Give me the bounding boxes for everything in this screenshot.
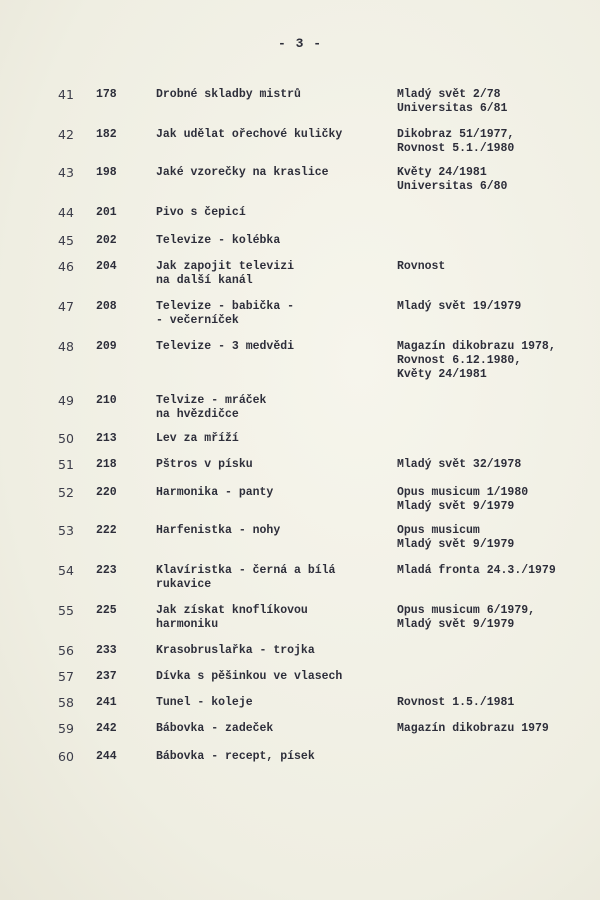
entry-title: Televize - babička - - večerníček — [156, 300, 295, 327]
entry-source: Opus musicum Mladý svět 9/1979 — [397, 524, 515, 551]
entry-page: 237 — [96, 670, 117, 683]
entry-number: 54 — [58, 563, 74, 578]
entry-number: 48 — [58, 339, 74, 354]
entry-page: 222 — [96, 524, 117, 537]
entry-title: Harmonika - panty — [156, 486, 274, 499]
entry-title: Jak získat knoflíkovou harmoniku — [156, 604, 308, 631]
entry-source: Mladý svět 2/78 Universitas 6/81 — [397, 88, 508, 115]
entry-title: Lev za mříží — [156, 432, 239, 445]
entry-number: 46 — [58, 259, 74, 274]
page-number: - 3 - — [277, 36, 322, 51]
entry-title: Telvize - mráček na hvězdičce — [156, 394, 267, 421]
entry-number: 43 — [58, 165, 74, 180]
entry-number: 41 — [58, 87, 74, 102]
entry-title: Tunel - koleje — [156, 696, 253, 709]
entry-number: 51 — [58, 457, 74, 472]
entry-number: 56 — [58, 643, 74, 658]
entry-number: 55 — [58, 603, 74, 618]
entry-title: Televize - kolébka — [156, 234, 281, 247]
entry-number: 57 — [58, 669, 74, 684]
entry-title: Jak udělat ořechové kuličky — [156, 128, 343, 141]
entry-page: 204 — [96, 260, 117, 273]
entry-page: 218 — [96, 458, 117, 471]
entry-page: 233 — [96, 644, 117, 657]
entry-page: 213 — [96, 432, 117, 445]
entry-number: 52 — [58, 485, 74, 500]
entry-title: Bábovka - recept, písek — [156, 750, 315, 763]
entry-page: 201 — [96, 206, 117, 219]
entry-source: Mladá fronta 24.3./1979 — [397, 564, 556, 577]
entry-page: 210 — [96, 394, 117, 407]
entry-number: 42 — [58, 127, 74, 142]
entry-page: 182 — [96, 128, 117, 141]
entry-source: Rovnost — [397, 260, 446, 273]
entry-source: Rovnost 1.5./1981 — [397, 696, 515, 709]
entry-page: 220 — [96, 486, 117, 499]
entry-title: Jaké vzorečky na kraslice — [156, 166, 329, 179]
entry-title: Televize - 3 medvědi — [156, 340, 295, 353]
entry-source: Květy 24/1981 Universitas 6/80 — [397, 166, 508, 193]
entry-number: 49 — [58, 393, 74, 408]
entry-title: Dívka s pěšinkou ve vlasech — [156, 670, 343, 683]
entry-number: 47 — [58, 299, 74, 314]
entry-number: 60 — [58, 749, 74, 764]
entry-source: Magazín dikobrazu 1978, Rovnost 6.12.1980, Květy 24/1981 — [397, 340, 556, 381]
entry-number: 50 — [58, 431, 74, 446]
entry-page: 209 — [96, 340, 117, 353]
entry-source: Opus musicum 1/1980 Mladý svět 9/1979 — [397, 486, 529, 513]
entry-number: 45 — [58, 233, 74, 248]
entry-page: 244 — [96, 750, 117, 763]
entry-title: Jak zapojit televizi na další kanál — [156, 260, 295, 287]
entry-source: Mladý svět 19/1979 — [397, 300, 522, 313]
entry-title: Harfenistka - nohy — [156, 524, 281, 537]
entry-source: Mladý svět 32/1978 — [397, 458, 522, 471]
entry-page: 178 — [96, 88, 117, 101]
entry-page: 242 — [96, 722, 117, 735]
entry-number: 58 — [58, 695, 74, 710]
entry-title: Bábovka - zadeček — [156, 722, 274, 735]
entry-number: 59 — [58, 721, 74, 736]
entry-number: 44 — [58, 205, 74, 220]
entry-number: 53 — [58, 523, 74, 538]
entry-title: Drobné skladby mistrů — [156, 88, 301, 101]
entry-page: 208 — [96, 300, 117, 313]
entry-page: 202 — [96, 234, 117, 247]
entry-source: Dikobraz 51/1977, Rovnost 5.1./1980 — [397, 128, 515, 155]
entry-source: Opus musicum 6/1979, Mladý svět 9/1979 — [397, 604, 536, 631]
entry-title: Pivo s čepicí — [156, 206, 246, 219]
entry-title: Pštros v písku — [156, 458, 253, 471]
entry-page: 223 — [96, 564, 117, 577]
entry-source: Magazín dikobrazu 1979 — [397, 722, 549, 735]
entry-page: 225 — [96, 604, 117, 617]
entry-page: 198 — [96, 166, 117, 179]
entry-page: 241 — [96, 696, 117, 709]
entry-title: Klavíristka - černá a bílá rukavice — [156, 564, 336, 591]
entry-title: Krasobruslařka - trojka — [156, 644, 315, 657]
